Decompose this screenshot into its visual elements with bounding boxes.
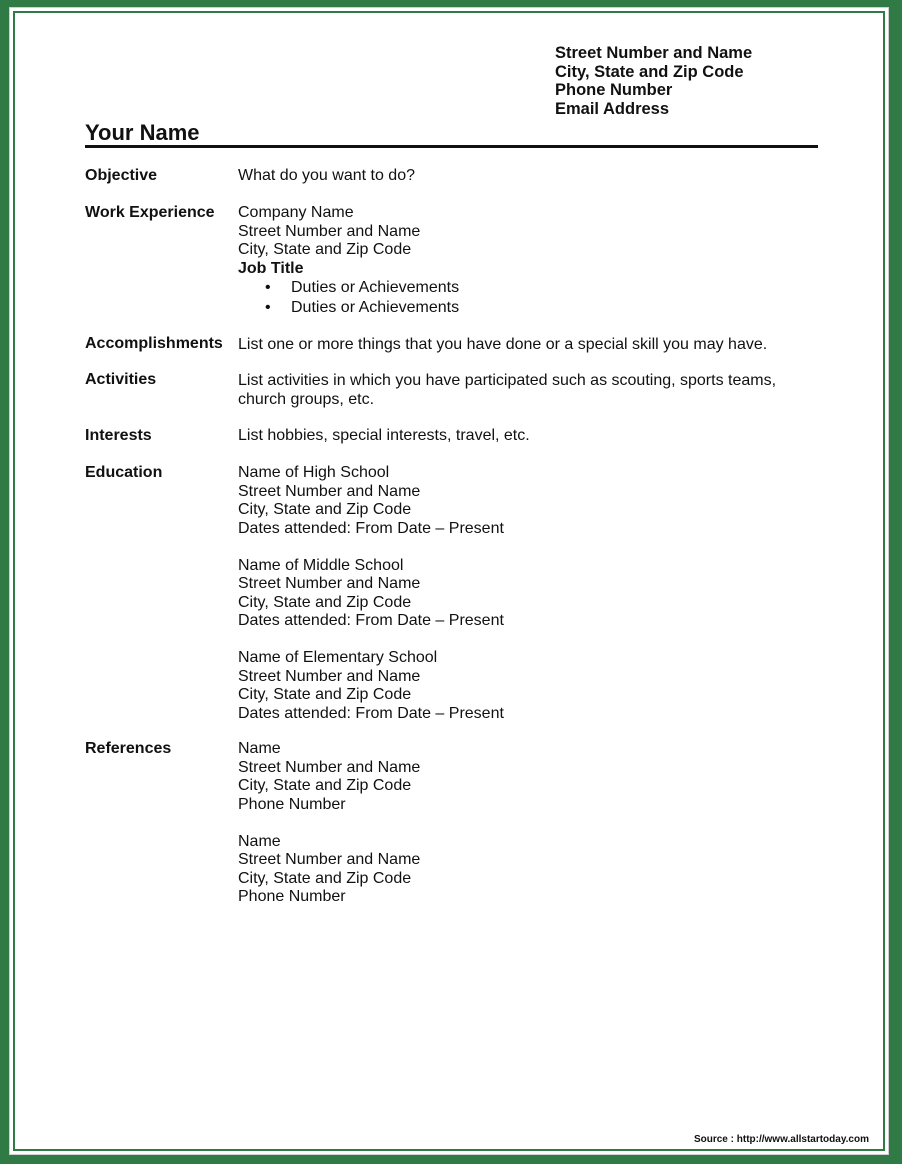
reference-name: Name bbox=[238, 740, 281, 757]
source-caption: Source : http://www.allstartoday.com bbox=[693, 1134, 869, 1145]
school-city: City, State and Zip Code bbox=[238, 686, 412, 703]
school-street: Street Number and Name bbox=[238, 575, 421, 592]
address-email: Email Address bbox=[555, 99, 670, 118]
school-dates: Dates attended: From Date – Present bbox=[238, 612, 504, 629]
activities-line-1: List activities in which you have participated such as scouting, sports teams, bbox=[238, 372, 777, 389]
resume-name: Your Name bbox=[85, 120, 200, 145]
accomplishments-content bbox=[238, 336, 767, 355]
job-title: Job Title bbox=[238, 259, 304, 277]
contact-address bbox=[555, 44, 752, 118]
interests-text: List hobbies, special interests, travel, etc. bbox=[238, 427, 530, 444]
work-experience-content bbox=[238, 204, 459, 318]
school-city: City, State and Zip Code bbox=[238, 593, 412, 611]
list-item: • Duties or Achievements bbox=[238, 298, 459, 318]
objective-label: Objective bbox=[85, 167, 158, 184]
reference-phone: Phone Number bbox=[238, 888, 346, 905]
interests-content bbox=[238, 427, 530, 446]
accomplishments-text: List one or more things that you have done or a special skill you may have. bbox=[238, 336, 768, 353]
company-name: Company Name bbox=[238, 204, 354, 221]
education-content bbox=[238, 464, 504, 723]
duties-list bbox=[238, 278, 459, 318]
education-label: Education bbox=[85, 464, 163, 481]
header-divider bbox=[85, 145, 818, 148]
reference-name: Name bbox=[238, 832, 281, 850]
resume-page bbox=[9, 7, 889, 1155]
company-street: Street Number and Name bbox=[238, 222, 421, 240]
school-dates: Dates attended: From Date – Present bbox=[238, 519, 504, 537]
activities-content bbox=[238, 372, 776, 409]
references-label: References bbox=[85, 740, 172, 757]
school-dates: Dates attended: From Date – Present bbox=[238, 704, 504, 722]
objective-value: What do you want to do? bbox=[238, 167, 415, 184]
school-city: City, State and Zip Code bbox=[238, 501, 412, 518]
school-name: Name of Elementary School bbox=[238, 649, 438, 666]
reference-city: City, State and Zip Code bbox=[238, 777, 412, 794]
reference-phone: Phone Number bbox=[238, 795, 346, 813]
school-street: Street Number and Name bbox=[238, 667, 421, 685]
work-experience-label: Work Experience bbox=[85, 204, 215, 221]
reference-street: Street Number and Name bbox=[238, 851, 421, 868]
list-item: • Duties or Achievements bbox=[238, 278, 459, 298]
school-name: Name of High School bbox=[238, 464, 390, 481]
school-name: Name of Middle School bbox=[238, 556, 404, 574]
objective-text bbox=[238, 167, 415, 186]
address-street: Street Number and Name bbox=[555, 44, 753, 62]
activities-label: Activities bbox=[85, 371, 157, 388]
reference-city: City, State and Zip Code bbox=[238, 869, 412, 887]
school-street: Street Number and Name bbox=[238, 482, 421, 500]
address-phone: Phone Number bbox=[555, 81, 673, 100]
address-city: City, State and Zip Code bbox=[555, 62, 744, 81]
accomplishments-label: Accomplishments bbox=[85, 335, 223, 352]
interests-label: Interests bbox=[85, 427, 152, 444]
reference-street: Street Number and Name bbox=[238, 758, 421, 776]
company-city: City, State and Zip Code bbox=[238, 241, 412, 258]
activities-line-2: church groups, etc. bbox=[238, 390, 375, 408]
references-content bbox=[238, 740, 420, 907]
